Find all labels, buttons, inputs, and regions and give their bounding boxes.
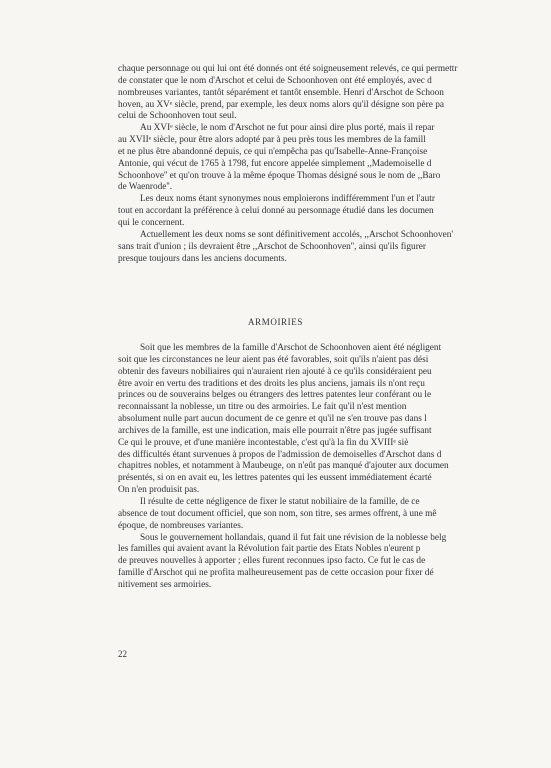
text-line: On n'en produisit pas. <box>118 485 200 496</box>
text-line: nombreuses variantes, tantôt séparément et tantôt ensemble. Henri d'Arschot de Schoon <box>118 87 444 98</box>
paragraph <box>118 533 551 592</box>
paragraph <box>118 497 551 533</box>
text-line: Sous le gouvernement hollandais, quand il fut fait une révision de la noblesse belg <box>140 532 447 543</box>
text-line: de preuves nouvelles à apporter ; elles furent reconnues ipso facto. Ce fut le cas de <box>118 556 426 567</box>
paragraph <box>118 230 551 266</box>
text-line: chapitres nobles, et notamment à Maubeuge, on n'eût pas manqué d'ajouter aux documen <box>118 461 449 472</box>
text-line: chaque personnage ou qui lui ont été donnés ont été soigneusement relevés, ce qui permettr <box>118 64 458 74</box>
text-line: reconnaissant la noblesse, un titre ou des armoiries. Le fait qu'il n'est mention <box>118 402 407 413</box>
text-line: nitivement ses armoiries. <box>118 579 212 590</box>
text-line: absence de tout document officiel, que son nom, son titre, ses armes offrent, à une mê <box>118 508 437 519</box>
text-line: Au XVIᵉ siècle, le nom d'Arschot ne fut pour ainsi dire plus porté, mais il repar <box>140 123 435 134</box>
text-line: les familles qui avaient avant la Révolution fait partie des Etats Nobles n'eurent p <box>118 544 421 555</box>
text-line: Schoonhove'' et qu'on trouve à la même époque Thomas désigné sous le nom de ,,Baro <box>118 170 441 181</box>
text-line: absolument nulle part aucun document de ce genre et qu'il ne s'en trouve pas dans l <box>118 414 427 425</box>
paragraph <box>118 343 551 497</box>
text-line: obtenir des faveurs nobiliaires qui n'auraient rien ajouté à ce qu'ils considéraient peu <box>118 366 432 377</box>
text-line: princes ou de souverains belges ou étrangers des lettres patentes leur conférant ou le <box>118 390 432 401</box>
text-line: de Waenrode''. <box>118 182 173 193</box>
body-text-top <box>118 64 551 265</box>
text-line: qui le concernent. <box>118 217 185 228</box>
text-line: époque, de nombreuses variantes. <box>118 520 244 531</box>
text-line: sans trait d'union ; ils devraient être ,,Arschot de Schoonhoven'', ainsi qu'ils figurer <box>118 241 427 252</box>
text-line: Il résulte de cette négligence de fixer le statut nobiliaire de la famille, de ce <box>140 496 420 507</box>
text-line: famille d'Arschot qui ne profita malheureusement pas de cette occasion pour fixer dé <box>118 568 434 579</box>
paragraph <box>118 194 551 230</box>
text-line: et ne plus être abandonné depuis, ce qui n'empêcha pas qu'Isabelle-Anne-Françoise <box>118 146 428 157</box>
body-text-bottom <box>118 343 551 592</box>
paragraph <box>118 123 551 194</box>
page-number: 22 <box>118 649 127 659</box>
section-title: ARMOIRIES <box>248 317 303 327</box>
text-line: Soit que les membres de la famille d'Arschot de Schoonhoven aient été négligent <box>140 343 442 353</box>
text-line: hoven, au XVᵉ siècle, prend, par exemple, les deux noms alors qu'il désigne son père pa <box>118 99 444 110</box>
text-line: Actuellement les deux noms se sont définitivement accolés, ,,Arschot Schoonhoven' <box>140 229 454 240</box>
text-line: présentés, si on en avait eu, les lettres patentes qui les eussent immédiatement écarté <box>118 473 432 484</box>
text-line: soit que les circonstances ne leur aient pas été favorables, soit qu'ils n'aient pas dési <box>118 354 429 365</box>
text-line: tout en accordant la préférence à celui donné au personnage étudié dans les documen <box>118 206 434 217</box>
text-line: au XVIIᵉ siècle, pour être alors adopté par à peu près tous les membres de la famill <box>118 135 426 146</box>
text-line: Les deux noms étant synonymes nous emploierons indifféremment l'un et l'autr <box>140 194 435 205</box>
text-line: être avoir en vertu des traditions et des droits les plus anciens, jamais ils n'ont reçu <box>118 378 425 389</box>
text-line: celui de Schoonhoven tout seul. <box>118 111 237 122</box>
text-line: Ce qui le prouve, et d'une manière incontestable, c'est qu'à la fin du XVIIIᵉ siè <box>118 437 409 448</box>
text-line: presque toujours dans les anciens documents. <box>118 253 287 264</box>
text-line: des difficultés étant survenues à propos de l'admission de demoiselles d'Arschot dans d <box>118 449 442 460</box>
text-line: archives de la famille, est une indication, mais elle pourrait n'être pas jugée suffisant <box>118 425 432 436</box>
text-line: de constater que le nom d'Arschot et celui de Schoonhoven ont été employés, avec d <box>118 75 432 86</box>
paragraph <box>118 64 551 123</box>
text-line: Antonie, qui vécut de 1765 à 1798, fut encore appelée simplement ,,Mademoiselle d <box>118 158 432 169</box>
